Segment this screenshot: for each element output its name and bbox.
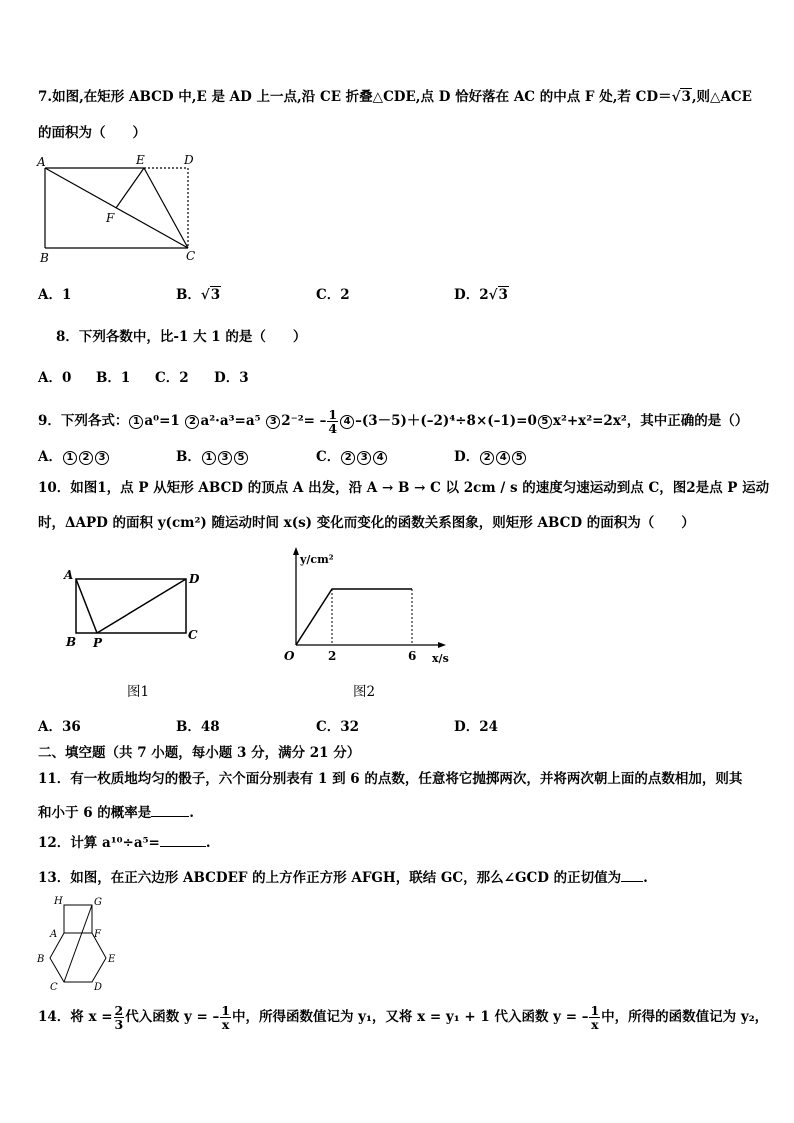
q12-text: 12．计算 a¹⁰÷a⁵= . — [38, 835, 211, 851]
q7-segment-ef — [116, 168, 144, 208]
q10-label-p: P — [93, 636, 103, 650]
circled-5: 5 — [538, 415, 552, 429]
q10-label-b: B — [66, 635, 77, 649]
q13-label-c: C — [50, 982, 58, 992]
q10-figure1 — [60, 565, 210, 655]
q7-figure — [36, 152, 201, 267]
q14-fraction-1-x-second: $\frac{1}{x}$ — [590, 1003, 600, 1032]
q10-tick-2: 2 — [328, 649, 337, 663]
q7-option-a: A．1 — [38, 287, 72, 303]
q9-text: 9．下列各式： 1 a⁰=1 2 a²·a³=a⁵ 3 2⁻²= – $\frac{1}{4}$ 4 –(3－5)＋(–2)⁴÷8×(–1)=0 5 x²+x²=2x²，其中正确的是（） — [38, 407, 749, 436]
q10-label-o: O — [284, 649, 295, 663]
q11-answer-blank — [151, 803, 189, 817]
q13-label-e: E — [108, 954, 116, 965]
q13-label-f: F — [94, 929, 101, 940]
q9-option-c: C． 2 3 4 — [316, 448, 388, 466]
q10-y-axis-arrow — [293, 547, 299, 555]
q12-answer-blank — [160, 833, 206, 847]
q9-option-b: B． 1 3 5 — [176, 448, 249, 466]
q13-segment-gc — [64, 905, 92, 982]
q10-option-d: D．24 — [454, 719, 498, 735]
q9-fraction: $\frac{1}{4}$ — [328, 407, 338, 436]
q11-text-line1: 11．有一枚质地均匀的骰子，六个面分别表有 1 到 6 的点数，任意将它抛掷两次，并将两次朝上面的点数相加，则其 — [38, 771, 743, 787]
q14-text: 14．将 x = $\frac{2}{3}$ 代入函数 y = – $\frac{1}{x}$ 中，所得函数值记为 y₁，又将 x = y₁ + 1 代入函数 y = – $\frac{1}{x}$ 中，所得的函数值记为 y₂， — [38, 1003, 769, 1032]
q10-label-y: y/cm² — [300, 553, 334, 566]
q8-text: 8．下列各数中，比-1 大 1 的是（ ） — [56, 329, 307, 345]
q10-x-axis-arrow — [438, 642, 446, 648]
q10-text-line2: 时，ΔAPD 的面积 y(cm²) 随运动时间 x(s) 变化而变化的函数关系图象，则矩形 ABCD 的面积为（ ） — [38, 515, 695, 531]
q13-label-b: B — [37, 954, 45, 965]
circled-4: 4 — [340, 415, 354, 429]
q10-segment-pd — [97, 579, 186, 633]
q7-option-d: D．2√3 — [454, 287, 508, 303]
q13-square-afgh — [64, 905, 92, 933]
q13-label-h: H — [54, 896, 63, 907]
q7-option-c: C．2 — [316, 287, 350, 303]
q7-label-e: E — [136, 153, 145, 167]
q9-option-a: A． 1 2 3 — [38, 448, 110, 466]
q10-label-a: A — [64, 568, 74, 582]
q13-answer-blank — [621, 868, 643, 882]
q8-option-b: B．1 — [96, 370, 131, 386]
q7-label-b: B — [40, 251, 49, 265]
q8-option-d: D．3 — [214, 370, 249, 386]
q10-fig1-caption: 图1 — [127, 684, 150, 700]
q7-text-line2: 的面积为（ ） — [38, 125, 146, 141]
q7-label-a: A — [37, 155, 46, 169]
q13-figure — [34, 892, 124, 992]
q13-label-a: A — [50, 929, 58, 940]
q7-stem: 7.如图,在矩形 ABCD 中,E 是 AD 上一点,沿 CE 折叠△CDE,点 D 恰好落在 AC 的中点 F 处,若 CD＝ — [38, 89, 672, 105]
q7-stem-end: ,则△ACE — [691, 89, 752, 105]
circled-1: 1 — [129, 415, 143, 429]
q13-label-d: D — [94, 982, 103, 992]
q10-option-c: C．32 — [316, 719, 360, 735]
q13-text: 13．如图，在正六边形 ABCDEF 的上方作正方形 AFGH，联结 GC，那么∠GCD 的正切值为 . — [38, 870, 648, 886]
q7-label-d: D — [184, 153, 194, 167]
q14-fraction-1-x: $\frac{1}{x}$ — [221, 1003, 230, 1032]
q10-graph-line — [296, 589, 412, 645]
q14-fraction-2-3: $\frac{2}{3}$ — [114, 1003, 124, 1032]
q8-option-c: C．2 — [155, 370, 189, 386]
q7-label-f: F — [106, 211, 115, 225]
q10-figure2 — [270, 545, 460, 670]
sqrt-symbol: √ — [671, 89, 681, 105]
q10-option-b: B．48 — [176, 719, 220, 735]
q7-text-line1 — [38, 88, 752, 106]
q10-label-c: C — [188, 628, 198, 642]
q10-label-d: D — [189, 572, 200, 586]
q13-hexagon-abcdef — [50, 933, 106, 982]
q10-text-line1: 10．如图1，点 P 从矩形 ABCD 的顶点 A 出发，沿 A → B → C 以 2cm / s 的速度匀速运动到点 C，图2是点 P 运动 — [38, 480, 770, 496]
q10-segment-ap — [76, 579, 97, 633]
q10-rect-abcd — [76, 579, 186, 633]
section-heading: 二、填空题（共 7 小题，每小题 3 分，满分 21 分） — [38, 745, 361, 761]
circled-3: 3 — [266, 415, 280, 429]
q10-tick-6: 6 — [408, 649, 417, 663]
q9-option-d: D． 2 4 5 — [454, 448, 527, 466]
q10-option-a: A．36 — [38, 719, 81, 735]
q11-text-line2: 和小于 6 的概率是 . — [38, 805, 194, 821]
q10-fig2-caption: 图2 — [353, 684, 376, 700]
q7-label-c: C — [186, 249, 196, 263]
q13-label-g: G — [94, 897, 102, 908]
q7-option-b: B．√3 — [176, 287, 221, 303]
q7-cd-value: 3 — [681, 89, 691, 105]
q10-label-x: x/s — [432, 652, 449, 665]
q8-option-a: A．0 — [38, 370, 72, 386]
circled-2: 2 — [185, 415, 199, 429]
